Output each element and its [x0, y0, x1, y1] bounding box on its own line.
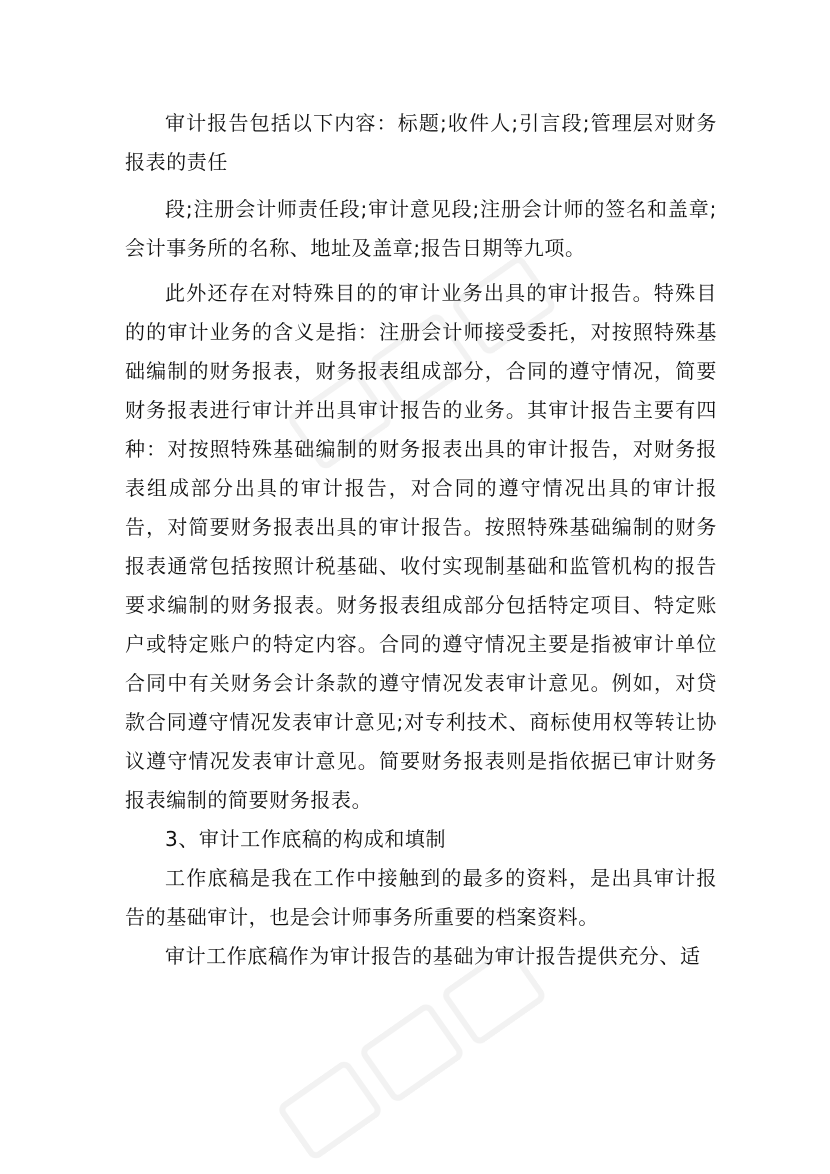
section-heading-working-papers: 3、审计工作底稿的构成和填制 — [165, 827, 447, 851]
paragraph-working-papers-basis: 审计工作底稿作为审计报告的基础为审计报告提供充分、适 — [165, 944, 701, 968]
paragraph-working-papers-intro: 工作底稿是我在工作中接触到的最多的资料，是出具审计报告的基础审计，也是会计师事务所重要的档案资料。 — [125, 866, 717, 929]
document-body — [125, 104, 717, 976]
paragraph-report-contents-continued: 段;注册会计师责任段;审计意见段;注册会计师的签名和盖章;会计事务所的名称、地址及盖章;报告日期等九项。 — [125, 197, 717, 260]
paragraph-report-contents: 审计报告包括以下内容：标题;收件人;引言段;管理层对财务报表的责任 — [125, 111, 717, 174]
paragraph-special-purpose-audit: 此外还存在对特殊目的的审计业务出具的审计报告。特殊目的的审计业务的含义是指：注册会计师接受委托，对按照特殊基础编制的财务报表，财务报表组成部分，合同的遵守情况，简要财务报表进行审计并出具审计报告的业务。其审计报告主要有四种：对按照特殊基础编制的财务报表出具的审计报告，对财务报表组成部分出具的审计报告，对合同的遵守情况出具的审计报告，对简要财务报表出具的审计报告。按照特殊基础编制的财务报表通常包括按照计税基础、收付实现制基础和监管机构的报告要求编制的财务报表。财务报表组成部分包括特定项目、特定账户或特定账户的特定内容。合同的遵守情况主要是指被审计单位合同中有关财务会计条款的遵守情况发表审计意见。例如，对贷款合同遵守情况发表审计意见;对专利技术、商标使用权等转让协议遵守情况发表审计意见。简要财务报表则是指依据已审计财务报表编制的简要财务报表。 — [125, 281, 717, 812]
